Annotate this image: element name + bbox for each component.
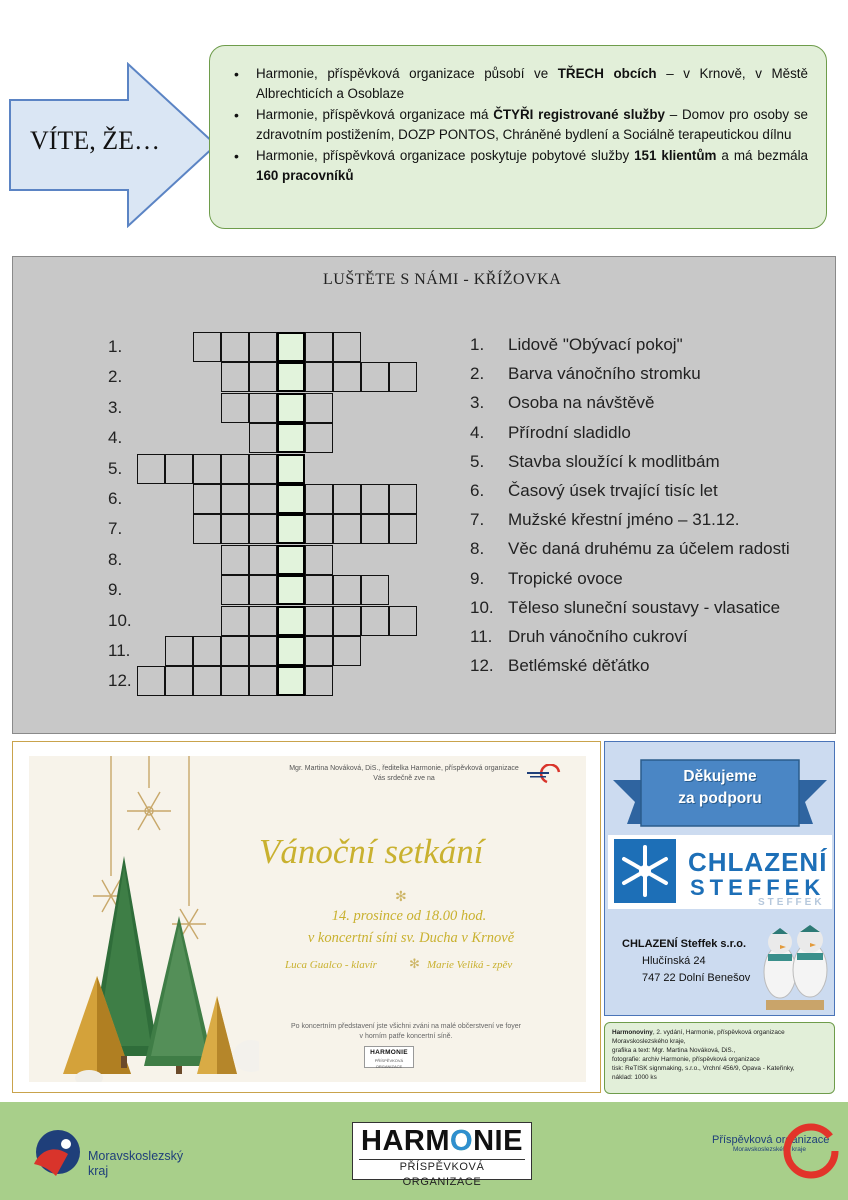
row-number: 10.	[108, 610, 132, 630]
crossword-cell[interactable]	[249, 393, 277, 423]
clue-number: 10.	[470, 597, 494, 617]
crossword-cell[interactable]	[221, 393, 249, 423]
christmas-trees-illustration	[29, 756, 259, 1082]
po-name-2: Moravskoslezského kraje	[733, 1146, 806, 1153]
crossword-cell[interactable]	[333, 362, 361, 392]
performer-piano: Luca Gualco - klavír	[285, 959, 377, 971]
clue-text: Stavba sloužící k modlitbám	[508, 451, 720, 471]
crossword-cell[interactable]	[193, 666, 221, 696]
clue-text: Věc daná druhému za účelem radosti	[508, 539, 790, 559]
crossword-key-cell[interactable]	[277, 606, 305, 636]
colophon: Harmonoviny, 2. vydání, Harmonie, příspěvková organizace Moravskoslezského kraje, grafika a text: Mgr. Martina Nováková, DiS., fotografie: archiv Harmonie, příspěvková organizace tisk: ReTISK signmaking, s.r.o., Vrchní 456/9, Opava - Kateřinky, náklad: 1000 ks	[604, 1022, 835, 1094]
crossword-cell[interactable]	[333, 606, 361, 636]
crossword-cell[interactable]	[333, 514, 361, 544]
clue-item	[470, 364, 701, 384]
clue-text: Těleso sluneční soustavy - vlasatice	[508, 597, 781, 617]
crossword-cell[interactable]	[249, 606, 277, 636]
performer-vocal: Marie Veliká - zpěv	[427, 959, 513, 971]
crossword-cell[interactable]	[333, 636, 361, 666]
clue-item	[470, 627, 688, 647]
crossword-key-cell[interactable]	[277, 545, 305, 575]
clue-text: Tropické ovoce	[508, 568, 623, 588]
crossword-title: LUŠTĚTE S NÁMI - KŘÍŽOVKA	[323, 271, 562, 288]
crossword-cell[interactable]	[389, 362, 417, 392]
clue-text: Osoba na návštěvě	[508, 393, 655, 413]
crossword-cell[interactable]	[361, 606, 389, 636]
crossword-cell[interactable]	[193, 484, 221, 514]
thanks-text: Děkujeme za podporu	[678, 768, 762, 807]
clue-item	[470, 539, 790, 559]
clue-item	[470, 335, 683, 355]
row-number: 8.	[108, 549, 123, 569]
crossword-cell[interactable]	[305, 545, 333, 575]
region-logo-icon	[28, 1124, 84, 1180]
clue-number: 3.	[470, 393, 485, 413]
row-number: 3.	[108, 397, 123, 417]
crossword-cell[interactable]	[221, 575, 249, 605]
clue-item	[470, 481, 718, 501]
crossword-key-cell[interactable]	[277, 454, 305, 484]
crossword-key-cell[interactable]	[277, 332, 305, 362]
row-number: 6.	[108, 489, 123, 508]
crossword-cell[interactable]	[165, 636, 193, 666]
crossword-cell[interactable]	[305, 575, 333, 605]
harmonie-small-logo	[527, 764, 565, 786]
crossword-key-cell[interactable]	[277, 514, 305, 544]
fact-item: • Harmonie, příspěvková organizace působí ve TŘECH obcích – v Krnově, v Městě Albrechticích a Osoblaze	[226, 64, 808, 104]
clue-number: 12.	[470, 656, 494, 676]
clue-number: 11.	[470, 627, 493, 646]
po-name: Příspěvková organizace	[712, 1134, 830, 1146]
vite-ze-label: VÍTE, ŽE…	[30, 126, 160, 155]
crossword-key-cell[interactable]	[277, 575, 305, 605]
crossword-cell[interactable]	[221, 606, 249, 636]
crossword-cell[interactable]	[193, 514, 221, 544]
facts-box	[209, 45, 827, 229]
steffek-brand: STEFFEK	[690, 875, 826, 900]
clue-text: Barva vánočního stromku	[508, 364, 701, 384]
clue-item	[470, 452, 720, 472]
crossword-cell[interactable]	[361, 362, 389, 392]
crossword-cell[interactable]	[305, 666, 333, 696]
po-ring-icon	[780, 1120, 842, 1182]
crossword-cell[interactable]	[249, 423, 277, 453]
crossword-key-cell[interactable]	[277, 423, 305, 453]
clue-text: Přírodní sladidlo	[508, 422, 631, 442]
clue-number: 6.	[470, 481, 485, 500]
clue-item	[470, 393, 654, 413]
penguins-illustration	[758, 920, 832, 1012]
invitation-frame	[12, 741, 601, 1093]
crossword-cell[interactable]	[221, 332, 249, 362]
fact-item: • Harmonie, příspěvková organizace má ČTYŘI registrované služby – Domov pro osoby se zdravotním postižením, DOZP PONTOS, Chráněné bydlení a Sociálně terapeutickou dílnu	[226, 105, 808, 145]
crossword-cell[interactable]	[137, 454, 165, 484]
invitation-title: Vánoční setkání	[259, 832, 484, 871]
crossword-cell[interactable]	[305, 514, 333, 544]
snowflake-icon: ✻	[409, 956, 420, 971]
steffek-reflection: STEFFEK	[758, 897, 825, 908]
invitation-place: v koncertní síni sv. Ducha v Krnově	[307, 930, 515, 946]
invitation-note: Po koncertním představení jste všichni zváni na malé občerstvení ve foyer v horním patře koncertní síně.	[291, 1023, 521, 1040]
crossword-key-cell[interactable]	[277, 484, 305, 514]
crossword-cell[interactable]	[249, 636, 277, 666]
crossword-cell[interactable]	[361, 514, 389, 544]
crossword-cell[interactable]	[305, 484, 333, 514]
chlazeni-brand: CHLAZENÍ	[688, 847, 828, 877]
crossword-cell[interactable]	[249, 545, 277, 575]
clue-item	[470, 569, 623, 589]
crossword-cell[interactable]	[221, 514, 249, 544]
sponsor-street: Hlučínská 24	[642, 955, 706, 967]
clue-number: 5.	[470, 451, 485, 471]
crossword-cell[interactable]	[249, 484, 277, 514]
crossword-cell[interactable]	[221, 666, 249, 696]
crossword-key-cell[interactable]	[277, 636, 305, 666]
crossword-cell[interactable]	[193, 454, 221, 484]
crossword-cell[interactable]	[221, 636, 249, 666]
crossword-cell[interactable]	[333, 484, 361, 514]
region-name-2: kraj	[88, 1164, 109, 1178]
invitation-date: 14. prosince od 18.00 hod.	[331, 908, 487, 924]
crossword-cell[interactable]	[193, 636, 221, 666]
clue-item	[470, 510, 740, 530]
clue-text: Lidově "Obývací pokoj"	[508, 335, 683, 354]
crossword-cell[interactable]	[305, 362, 333, 392]
crossword-cell[interactable]	[361, 484, 389, 514]
clue-item	[470, 656, 650, 676]
crossword-cell[interactable]	[305, 332, 333, 362]
row-number: 9.	[108, 580, 123, 600]
row-number: 1.	[108, 337, 123, 356]
crossword-cell[interactable]	[249, 575, 277, 605]
clue-number: 1.	[470, 335, 485, 354]
crossword-cell[interactable]	[249, 362, 277, 392]
crossword-cell[interactable]	[361, 575, 389, 605]
chlazeni-logo	[608, 835, 832, 909]
row-number: 2.	[108, 367, 123, 387]
clue-text: Mužské křestní jméno – 31.12.	[508, 510, 740, 530]
crossword-cell[interactable]	[193, 332, 221, 362]
clue-number: 8.	[470, 539, 485, 559]
clue-number: 4.	[470, 422, 485, 442]
harmonie-logo-small: HARMONIE PŘÍSPĚVKOVÁ ORGANIZACE	[364, 1046, 414, 1068]
crossword-cell[interactable]	[165, 666, 193, 696]
snowflake-icon: ✻	[395, 888, 407, 904]
crossword-cell[interactable]	[137, 666, 165, 696]
crossword-cell[interactable]	[389, 484, 417, 514]
crossword-cell[interactable]	[305, 636, 333, 666]
clue-item	[470, 423, 631, 443]
row-number: 7.	[108, 519, 123, 539]
harmonie-logo: HARMONIE PŘÍSPĚVKOVÁ ORGANIZACE	[352, 1122, 532, 1180]
clue-number: 9.	[470, 568, 485, 588]
row-number: 4.	[108, 428, 123, 448]
clue-number: 2.	[470, 364, 485, 384]
crossword-cell[interactable]	[221, 545, 249, 575]
crossword-cell[interactable]	[221, 484, 249, 514]
region-name: Moravskoslezský	[88, 1149, 184, 1163]
crossword-cell[interactable]	[249, 454, 277, 484]
crossword-cell[interactable]	[305, 393, 333, 423]
crossword-cell[interactable]	[389, 514, 417, 544]
invitation-host: Mgr. Martina Nováková, DiS., ředitelka Harmonie, příspěvková organizace Vás srdečně zve na	[289, 765, 519, 782]
row-number: 5.	[108, 458, 123, 478]
sponsor-panel	[604, 741, 835, 1016]
row-number: 12.	[108, 671, 132, 691]
crossword-cell[interactable]	[249, 514, 277, 544]
clue-number: 7.	[470, 510, 485, 530]
crossword-key-cell[interactable]	[277, 666, 305, 696]
crossword-cell[interactable]	[165, 454, 193, 484]
fact-item: • Harmonie, příspěvková organizace poskytuje pobytové služby 151 klientům a má bezmála 160 pracovníků	[226, 146, 808, 186]
crossword-cell[interactable]	[221, 362, 249, 392]
snowflake-icon	[614, 839, 676, 903]
crossword-cell[interactable]	[249, 666, 277, 696]
crossword-cell[interactable]	[249, 332, 277, 362]
crossword-cell[interactable]	[221, 454, 249, 484]
clue-text: Časový úsek trvající tisíc let	[508, 481, 718, 500]
crossword-cell[interactable]	[333, 332, 361, 362]
invitation-card	[29, 756, 586, 1082]
crossword-cell[interactable]	[389, 606, 417, 636]
crossword-panel	[12, 256, 836, 734]
sponsor-city: 747 22 Dolní Benešov	[642, 972, 751, 984]
harmonie-o-mark: O	[450, 1125, 474, 1157]
footer	[0, 1102, 848, 1200]
crossword-cell[interactable]	[333, 575, 361, 605]
clue-text: Betlémské děťátko	[508, 656, 650, 676]
crossword-key-cell[interactable]	[277, 393, 305, 423]
crossword-cell[interactable]	[305, 606, 333, 636]
clue-text: Druh vánočního cukroví	[508, 627, 688, 646]
row-number: 11.	[108, 641, 131, 660]
sponsor-company: CHLAZENÍ Steffek s.r.o.	[622, 938, 747, 950]
crossword-cell[interactable]	[305, 423, 333, 453]
clue-item	[470, 598, 780, 618]
crossword-key-cell[interactable]	[277, 362, 305, 392]
